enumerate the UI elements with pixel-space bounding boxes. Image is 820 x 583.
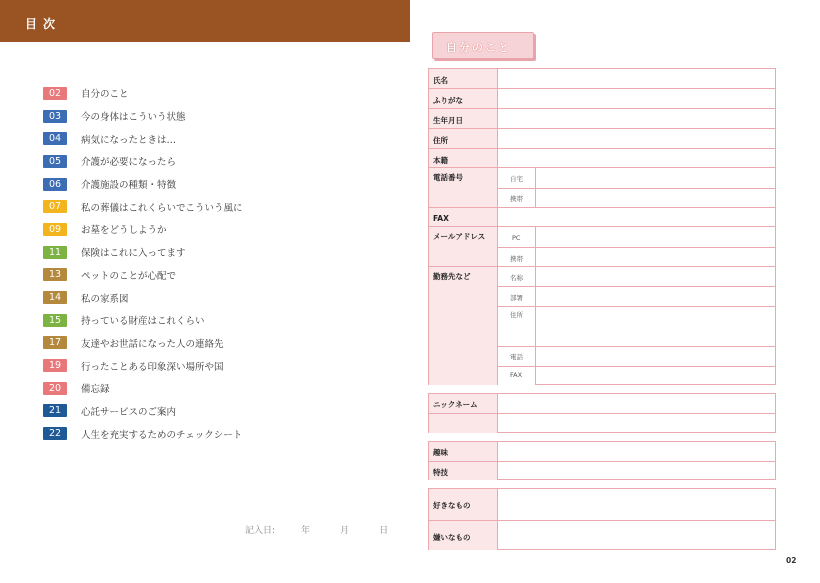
toc-item-label: 私の家系図 bbox=[81, 293, 129, 305]
record-date-day: 日 bbox=[379, 526, 389, 536]
toc-item[interactable] bbox=[43, 241, 383, 264]
label-cell bbox=[429, 69, 498, 88]
label-cell bbox=[429, 149, 498, 167]
toc-page-badge: 07 bbox=[43, 200, 67, 213]
label-phone: 電話番号 bbox=[433, 173, 463, 182]
toc-page-badge: 06 bbox=[43, 178, 67, 191]
row-domicile bbox=[429, 148, 775, 167]
toc-item-label: お墓をどうしようか bbox=[81, 225, 167, 237]
row-phone bbox=[429, 167, 775, 207]
divider bbox=[498, 346, 775, 347]
divider bbox=[498, 366, 775, 367]
divider bbox=[498, 286, 775, 287]
toc-item[interactable] bbox=[43, 195, 383, 218]
toc-item[interactable] bbox=[43, 400, 383, 423]
toc-item[interactable] bbox=[43, 286, 383, 309]
toc-page-badge: 04 bbox=[43, 132, 67, 145]
toc-item-label: 心託サービスのご案内 bbox=[81, 406, 177, 418]
toc-item-label: 私の葬儀はこれくらいでこういう風に bbox=[81, 202, 243, 214]
row-skill bbox=[429, 461, 775, 480]
toc-item[interactable] bbox=[43, 354, 383, 377]
label-cell bbox=[429, 442, 498, 461]
label-nickname: ニックネーム bbox=[433, 400, 478, 409]
toc-item-label: 備忘録 bbox=[81, 384, 110, 396]
toc-item[interactable] bbox=[43, 173, 383, 196]
label-cell bbox=[429, 394, 498, 413]
toc-page-badge: 02 bbox=[43, 87, 67, 100]
row-nickname-extra bbox=[429, 413, 775, 433]
section-title: 自分のこと bbox=[446, 41, 511, 54]
label-workplace: 勤務先など bbox=[433, 272, 471, 281]
toc-item[interactable] bbox=[43, 127, 383, 150]
label-skill: 特技 bbox=[433, 468, 448, 477]
label-furigana: ふりがな bbox=[433, 96, 463, 105]
toc-item-label: 今の身体はこういう状態 bbox=[81, 112, 186, 124]
toc-item[interactable] bbox=[43, 377, 383, 400]
label-email: メールアドレス bbox=[433, 232, 486, 241]
toc-page-badge: 14 bbox=[43, 291, 67, 304]
toc-item[interactable] bbox=[43, 150, 383, 173]
toc-page-badge: 09 bbox=[43, 223, 67, 236]
toc-item[interactable] bbox=[43, 218, 383, 241]
toc-title: 目次 bbox=[25, 17, 62, 31]
row-furigana bbox=[429, 88, 775, 108]
label-work-fax: FAX bbox=[510, 371, 523, 379]
toc-page-badge: 05 bbox=[43, 155, 67, 168]
toc-item[interactable] bbox=[43, 264, 383, 287]
row-fax bbox=[429, 207, 775, 226]
toc-item[interactable] bbox=[43, 422, 383, 445]
toc-item-label: 行ったことある印象深い場所や国 bbox=[81, 361, 224, 373]
label-name: 氏名 bbox=[433, 76, 448, 85]
label-email-mobile: 携帯 bbox=[510, 255, 523, 263]
label-email-pc: PC bbox=[512, 234, 521, 242]
toc-page-badge: 15 bbox=[43, 314, 67, 327]
label-cell bbox=[429, 109, 498, 128]
toc-page-badge: 19 bbox=[43, 359, 67, 372]
label-cell bbox=[429, 89, 498, 108]
toc-item-label: 友達やお世話になった人の連絡先 bbox=[81, 338, 224, 350]
row-hobby bbox=[429, 442, 775, 461]
label-dislikes: 嫌いなもの bbox=[433, 533, 471, 542]
toc-page-badge: 21 bbox=[43, 404, 67, 417]
label-hobby: 趣味 bbox=[433, 448, 448, 457]
toc-item-label: 保険はこれに入ってます bbox=[81, 248, 186, 260]
label-cell bbox=[429, 129, 498, 148]
page-number: 02 bbox=[786, 556, 797, 565]
divider bbox=[498, 306, 775, 307]
label-cell bbox=[429, 521, 498, 550]
record-date bbox=[245, 523, 388, 536]
label-cell bbox=[429, 267, 498, 385]
label-work-phone: 電話 bbox=[510, 353, 523, 361]
label-work-name: 名称 bbox=[510, 274, 523, 282]
section-title-tab bbox=[432, 32, 534, 59]
toc-page-badge: 03 bbox=[43, 110, 67, 123]
label-fax: FAX bbox=[433, 214, 449, 223]
record-date-month: 月 bbox=[340, 526, 350, 536]
label-cell bbox=[429, 462, 498, 480]
row-nickname bbox=[429, 394, 775, 413]
label-domicile: 本籍 bbox=[433, 156, 448, 165]
row-address bbox=[429, 128, 775, 148]
toc-item[interactable] bbox=[43, 309, 383, 332]
label-work-address: 住所 bbox=[510, 311, 523, 319]
label-cell bbox=[429, 489, 498, 520]
label-cell bbox=[429, 227, 498, 266]
profile-form bbox=[428, 68, 776, 385]
label-phone-mobile: 携帯 bbox=[510, 195, 523, 203]
toc-header bbox=[0, 0, 410, 42]
toc-item-label: 人生を充実するためのチェックシート bbox=[81, 429, 243, 441]
likes-form bbox=[428, 488, 776, 550]
toc-item[interactable] bbox=[43, 82, 383, 105]
toc-item-label: 病気になったときは… bbox=[81, 134, 177, 146]
label-work-dept: 部署 bbox=[510, 294, 523, 302]
toc-item-label: ペットのことが心配で bbox=[81, 270, 177, 282]
label-birthdate: 生年月日 bbox=[433, 116, 463, 125]
sub-label-cell bbox=[498, 267, 536, 385]
hobby-skill-form bbox=[428, 441, 776, 480]
label-cell bbox=[429, 208, 498, 226]
toc-item-label: 自分のこと bbox=[81, 89, 129, 101]
record-date-year: 年 bbox=[301, 526, 311, 536]
toc-page-badge: 20 bbox=[43, 382, 67, 395]
nickname-form bbox=[428, 393, 776, 433]
toc-page-badge: 17 bbox=[43, 336, 67, 349]
toc-page-badge: 11 bbox=[43, 246, 67, 259]
toc-list bbox=[43, 82, 383, 445]
row-name bbox=[429, 69, 775, 88]
toc-item-label: 持っている財産はこれくらい bbox=[81, 316, 205, 328]
row-workplace bbox=[429, 266, 775, 385]
row-email bbox=[429, 226, 775, 266]
row-birthdate bbox=[429, 108, 775, 128]
divider bbox=[498, 247, 775, 248]
label-cell bbox=[429, 168, 498, 207]
label-phone-home: 自宅 bbox=[510, 175, 523, 183]
toc-item[interactable] bbox=[43, 105, 383, 128]
toc-item-label: 介護が必要になったら bbox=[81, 157, 177, 169]
label-cell bbox=[429, 414, 498, 433]
row-dislikes bbox=[429, 520, 775, 550]
label-likes: 好きなもの bbox=[433, 501, 471, 510]
toc-item[interactable] bbox=[43, 332, 383, 355]
row-likes bbox=[429, 489, 775, 520]
toc-item-label: 介護施設の種類・特徴 bbox=[81, 180, 177, 192]
toc-page-badge: 13 bbox=[43, 268, 67, 281]
record-date-label: 記入日: bbox=[245, 526, 276, 536]
divider bbox=[498, 188, 775, 189]
toc-page-badge: 22 bbox=[43, 427, 67, 440]
label-address: 住所 bbox=[433, 136, 448, 145]
